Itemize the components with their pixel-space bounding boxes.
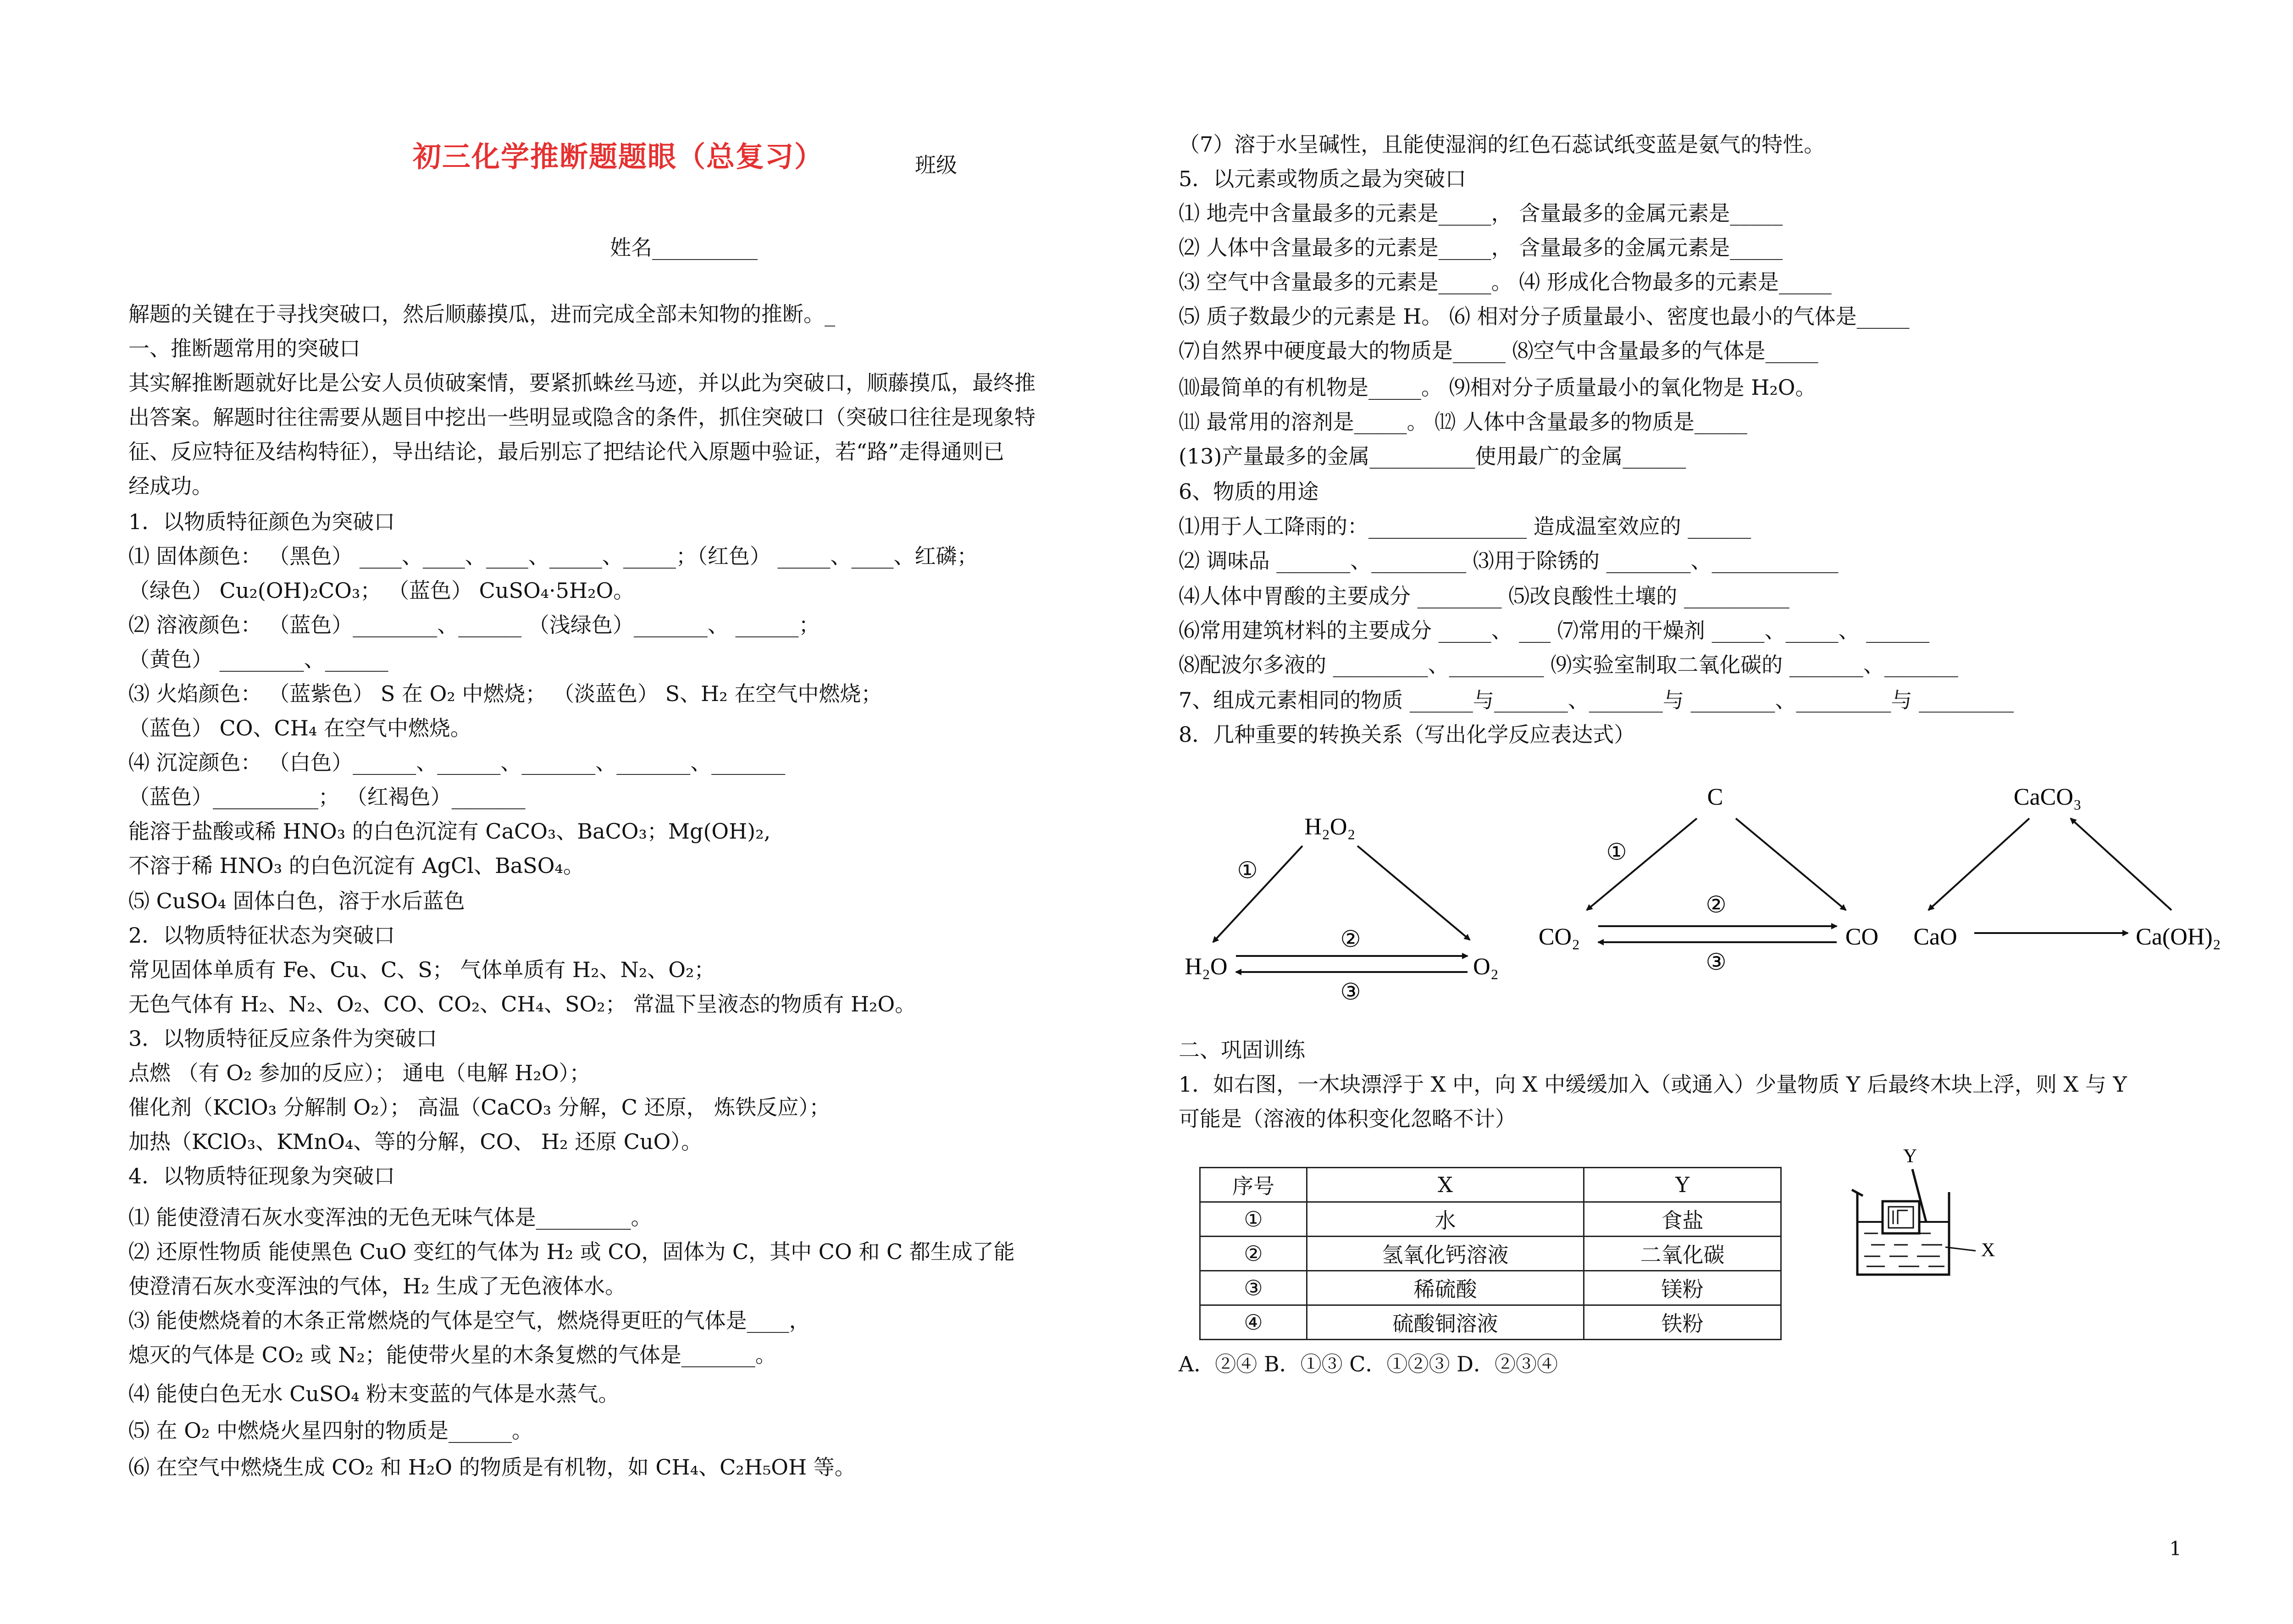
- options-table: [1199, 1167, 1782, 1340]
- text-line: 加热（KClO₃、KMnO₄、等的分解，CO、 H₂ 还原 CuO）。: [128, 1129, 703, 1154]
- page-number: 1: [2169, 1537, 2182, 1560]
- text-line: ⑹ 在空气中燃烧生成 CO₂ 和 H₂O 的物质是有机物，如 CH₄、C₂H₅OH 等。: [128, 1455, 856, 1480]
- table-header: Y: [1584, 1168, 1781, 1202]
- text-line: 熄灭的气体是 CO₂ 或 N₂；能使带火星的木条复燃的气体是_______。: [128, 1342, 776, 1367]
- text-line: ⑶ 空气中含量最多的元素是_____。 ⑷ 形成化合物最多的元素是_____: [1179, 270, 1832, 294]
- text-line: ⑷ 沉淀颜色： （白色）______、______、_______、_______、_______: [128, 750, 786, 775]
- table-row: [1200, 1271, 1781, 1305]
- arrow: [1736, 818, 1846, 910]
- text-line: ⑴ 固体颜色： （黑色） ____、____、____、_____、_____；（红色） _____、____、红磷；: [128, 544, 978, 569]
- step-number: ①: [1606, 839, 1627, 865]
- text-line: ⑾ 最常用的溶剂是_____。 ⑿ 人体中含量最多的物质是_____: [1179, 409, 1747, 434]
- text-line: ⑸ 在 O₂ 中燃烧火星四射的物质是______。: [128, 1418, 533, 1443]
- node-co: CO: [1845, 924, 1879, 950]
- text-line: ⑷人体中胃酸的主要成分 ________ ⑸改良酸性土壤的 __________: [1179, 584, 1789, 608]
- conversion-diagrams: [1174, 775, 2229, 1013]
- text-line: ⑷ 能使白色无水 CuSO₄ 粉末变蓝的气体是水蒸气。: [128, 1381, 620, 1406]
- table-row: [1200, 1305, 1781, 1340]
- table-cell: 硫酸铜溶液: [1307, 1305, 1584, 1340]
- label-y: Y: [1903, 1146, 1917, 1167]
- table-header: X: [1307, 1168, 1584, 1202]
- text-line: ⑵ 调味品 _______、_________ ⑶用于除锈的 ________、____________: [1179, 548, 1839, 573]
- arrow: [1587, 818, 1697, 910]
- arrow: [1928, 818, 2029, 910]
- text-line: ⑵ 溶液颜色： （蓝色）________、______ （浅绿色）_______、 ______；: [128, 613, 820, 637]
- page-title: 初三化学推断题题眼（总复习）: [413, 140, 824, 173]
- arrow: [2071, 818, 2171, 910]
- text-line: ⑹常用建筑材料的主要成分 _____、 ___ ⑺常用的干燥剂 _____、_____、 ______: [1179, 618, 1930, 643]
- name-label: 姓名__________: [610, 235, 758, 260]
- text-line: ⑻配波尔多液的 _________、_________ ⑼实验室制取二氧化碳的 _______、_______: [1179, 652, 1958, 677]
- step-number: ①: [1237, 857, 1258, 883]
- diagram-calcium: [1913, 784, 2221, 950]
- table-cell: ①: [1200, 1202, 1307, 1237]
- table-cell: 镁粉: [1584, 1271, 1781, 1305]
- subsection-heading: 6、物质的用途: [1179, 479, 1319, 504]
- label-x: X: [1981, 1240, 1995, 1261]
- text-line: (13)产量最多的金属__________使用最广的金属______: [1179, 444, 1686, 469]
- text-line: 可能是（溶液的体积变化忽略不计）: [1179, 1106, 1516, 1131]
- table-cell: ④: [1200, 1305, 1307, 1340]
- text-line: ⑶ 火焰颜色： （蓝紫色） S 在 O₂ 中燃烧； （淡蓝色） S、H₂ 在空气中燃烧；: [128, 681, 882, 706]
- text-line: ⑴用于人工降雨的：_______________ 造成温室效应的 ______: [1179, 514, 1751, 539]
- node-c: C: [1707, 784, 1723, 810]
- text-line: 1．如右图，一木块漂浮于 X 中，向 X 中缓缓加入（或通入）少量物质 Y 后最终木块上浮，则 X 与 Y: [1179, 1072, 2127, 1097]
- beaker-figure: [1839, 1142, 2013, 1279]
- node-cao: CaO: [1913, 924, 1957, 950]
- text-line: 使澄清石灰水变浑浊的气体，H₂ 生成了无色液体水。: [128, 1274, 626, 1298]
- table-row: [1200, 1237, 1781, 1271]
- subsection-heading: 1．以物质特征颜色为突破口: [128, 509, 395, 534]
- text-line: ⑽最简单的有机物是_____。 ⑼相对分子质量最小的氧化物是 H₂O。: [1179, 375, 1817, 400]
- text-line: 解题的关键在于寻找突破口，然后顺藤摸瓜，进而完成全部未知物的推断。_: [128, 302, 835, 326]
- table-cell: ③: [1200, 1271, 1307, 1305]
- table-cell: 二氧化碳: [1584, 1237, 1781, 1271]
- text-line: 不溶于稀 HNO₃ 的白色沉淀有 AgCl、BaSO₄。: [128, 853, 584, 878]
- text-line: （蓝色） CO、CH₄ 在空气中燃烧。: [128, 716, 471, 740]
- subsection-heading: 4．以物质特征现象为突破口: [128, 1164, 395, 1188]
- arrow: [1213, 846, 1302, 942]
- text-line: 常见固体单质有 Fe、Cu、C、S； 气体单质有 H₂、N₂、O₂；: [128, 957, 715, 982]
- text-line: 征、反应特征及结构特征），导出结论，最后别忘了把结论代入原题中验证，若“路”走得通则已: [128, 439, 1005, 464]
- table-cell: ②: [1200, 1237, 1307, 1271]
- table-cell: 食盐: [1584, 1202, 1781, 1237]
- table-header: 序号: [1200, 1168, 1307, 1202]
- table-cell: 铁粉: [1584, 1305, 1781, 1340]
- step-number: ③: [1340, 979, 1361, 1005]
- text-line: 其实解推断题就好比是公安人员侦破案情，要紧抓蛛丝马迹，并以此为突破口，顺藤摸瓜，最终推: [128, 370, 1036, 395]
- text-line: 无色气体有 H₂、N₂、O₂、CO、CO₂、CH₄、SO₂； 常温下呈液态的物质有 H₂O。: [128, 992, 916, 1016]
- text-line: （蓝色）__________； （红褐色）_______: [128, 784, 526, 809]
- subsection-heading: 8．几种重要的转换关系（写出化学反应表达式）: [1179, 722, 1635, 747]
- step-number: ③: [1706, 949, 1727, 975]
- text-line: （黄色） ________、______: [128, 647, 388, 672]
- section-heading: 二、巩固训练: [1179, 1038, 1305, 1062]
- table-cell: 氢氧化钙溶液: [1307, 1237, 1584, 1271]
- class-label: 班级: [915, 153, 957, 177]
- text-line: 出答案。解题时往往需要从题目中挖出一些明显或隐含的条件，抓住突破口（突破口往往是现象特: [128, 405, 1036, 430]
- text-line: （7）溶于水呈碱性，且能使湿润的红色石蕊试纸变蓝是氨气的特性。: [1179, 132, 1825, 157]
- step-number: ②: [1340, 926, 1361, 952]
- text-line: 点燃 （有 O₂ 参加的反应）； 通电（电解 H₂O）；: [128, 1061, 591, 1085]
- liquid-hatching: [1864, 1233, 1944, 1266]
- table-row: [1200, 1202, 1781, 1237]
- node-caco3: CaCO₃: [2013, 784, 2082, 810]
- text-line: 7、组成元素相同的物质 ______与_______、_______与 ________、_________与 _________: [1179, 688, 2014, 713]
- text-line: ⑶ 能使燃烧着的木条正常燃烧的气体是空气，燃烧得更旺的气体是____，: [128, 1308, 810, 1333]
- arrow: [1357, 846, 1470, 940]
- text-line: 经成功。: [128, 474, 213, 498]
- diagram-h2o2: [1185, 814, 1498, 1005]
- node-co2: CO₂: [1538, 924, 1580, 950]
- diagram-carbon: [1539, 784, 1878, 975]
- subsection-heading: 5．以元素或物质之最为突破口: [1179, 166, 1467, 191]
- subsection-heading: 2．以物质特征状态为突破口: [128, 923, 395, 948]
- text-line: （绿色） Cu₂(OH)₂CO₃； （蓝色） CuSO₄·5H₂O。: [128, 578, 635, 603]
- table-cell: 水: [1307, 1202, 1584, 1237]
- text-line: 催化剂（KClO₃ 分解制 O₂）； 高温（CaCO₃ 分解，C 还原， 炼铁反应）；: [128, 1095, 831, 1120]
- text-line: ⑵ 还原性物质 能使黑色 CuO 变红的气体为 H₂ 或 CO，固体为 C，其中 CO 和 C 都生成了能: [128, 1239, 1015, 1264]
- table-cell: 稀硫酸: [1307, 1271, 1584, 1305]
- node-h2o: H₂O: [1185, 954, 1228, 980]
- text-line: 能溶于盐酸或稀 HNO₃ 的白色沉淀有 CaCO₃、BaCO₃；Mg(OH)₂,: [128, 819, 771, 844]
- step-number: ②: [1706, 892, 1727, 917]
- node-h2o2: H₂O₂: [1304, 814, 1356, 840]
- answer-options: A．②④ B．①③ C．①②③ D．②③④: [1179, 1352, 1558, 1376]
- text-line: ⑵ 人体中含量最多的元素是_____， 含量最多的金属元素是_____: [1179, 235, 1783, 260]
- text-line: ⑴ 地壳中含量最多的元素是_____， 含量最多的金属元素是_____: [1179, 201, 1783, 226]
- text-line: ⑴ 能使澄清石灰水变浑浊的无色无味气体是_________。: [128, 1205, 652, 1230]
- node-caoh2: Ca(OH)₂: [2136, 924, 2221, 950]
- text-line: ⑸ CuSO₄ 固体白色，溶于水后蓝色: [128, 889, 465, 913]
- table-header-row: [1200, 1168, 1781, 1202]
- text-line: ⑺自然界中硬度最大的物质是_____ ⑻空气中含量最多的气体是_____: [1179, 338, 1818, 363]
- section-heading: 一、推断题常用的突破口: [128, 336, 360, 361]
- text-line: ⑸ 质子数最少的元素是 H。 ⑹ 相对分子质量最小、密度也最小的气体是_____: [1179, 304, 1910, 329]
- node-o2: O₂: [1473, 954, 1499, 980]
- subsection-heading: 3．以物质特征反应条件为突破口: [128, 1026, 438, 1051]
